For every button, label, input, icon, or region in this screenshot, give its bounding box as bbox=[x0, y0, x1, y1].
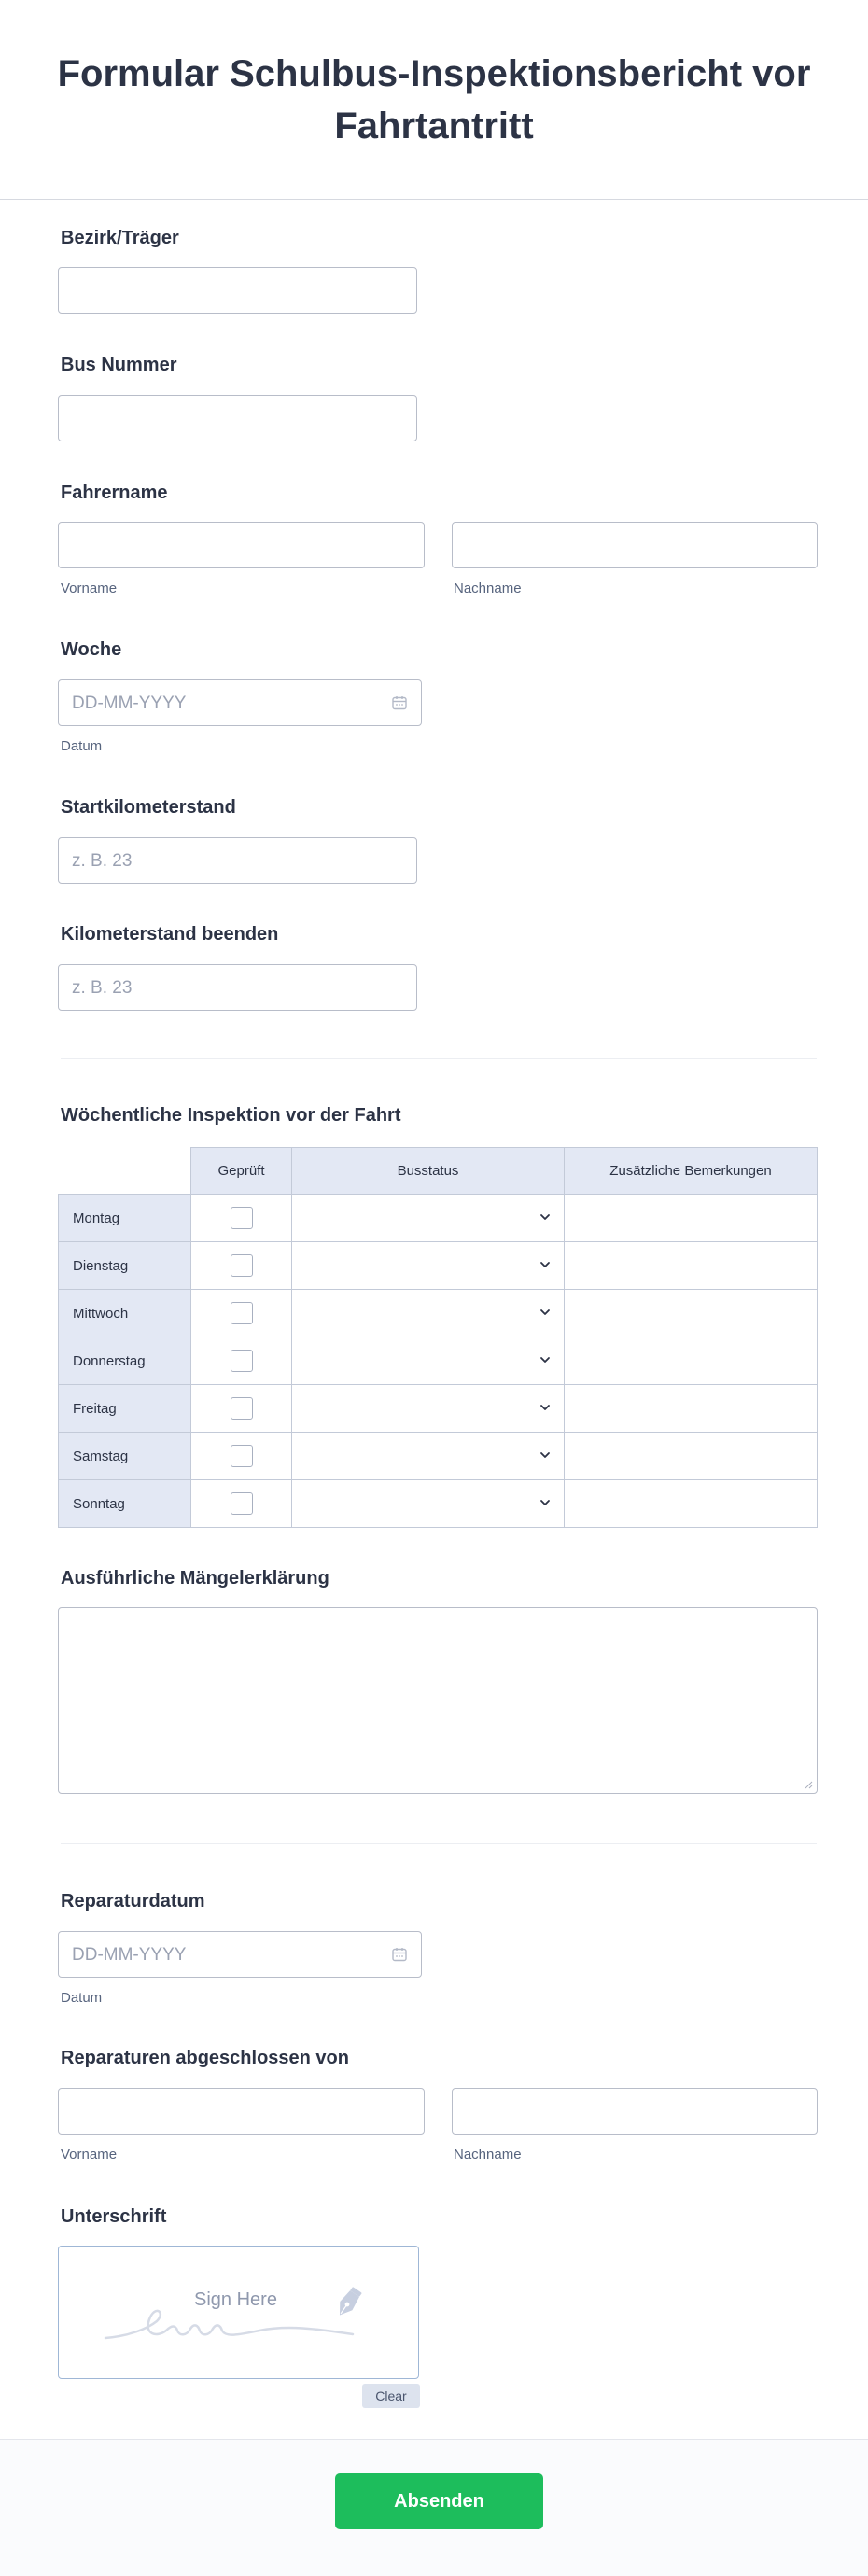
repair-date-label: Reparaturdatum bbox=[61, 1891, 205, 1911]
matrix-row-label: Mittwoch bbox=[59, 1290, 191, 1337]
end-mileage-placeholder: z. B. 23 bbox=[72, 978, 133, 998]
repaired-by-first-name-sublabel: Vorname bbox=[61, 2147, 118, 2163]
checked-checkbox[interactable] bbox=[231, 1445, 253, 1467]
matrix-header-checked: Geprüft bbox=[191, 1148, 292, 1195]
signature-hint: Sign Here bbox=[194, 2289, 277, 2310]
matrix-check-cell bbox=[191, 1195, 292, 1242]
matrix-check-cell bbox=[191, 1337, 292, 1385]
week-date-sublabel: Datum bbox=[61, 738, 103, 754]
bus-status-select[interactable] bbox=[292, 1385, 565, 1433]
matrix-row bbox=[59, 1433, 818, 1480]
remarks-input[interactable] bbox=[565, 1290, 818, 1337]
matrix-row-label: Montag bbox=[59, 1195, 191, 1242]
matrix-check-cell bbox=[191, 1480, 292, 1528]
matrix-header-remarks: Zusätzliche Bemerkungen bbox=[565, 1148, 818, 1195]
repaired-by-label: Reparaturen abgeschlossen von bbox=[61, 2048, 349, 2068]
end-mileage-label: Kilometerstand beenden bbox=[61, 924, 279, 945]
resize-handle-icon[interactable] bbox=[804, 1780, 813, 1789]
checked-checkbox[interactable] bbox=[231, 1207, 253, 1229]
remarks-input[interactable] bbox=[565, 1433, 818, 1480]
matrix-check-cell bbox=[191, 1242, 292, 1290]
chevron-down-icon[interactable] bbox=[539, 1211, 551, 1223]
checked-checkbox[interactable] bbox=[231, 1302, 253, 1324]
matrix-check-cell bbox=[191, 1290, 292, 1337]
section-divider bbox=[61, 1058, 817, 1059]
chevron-down-icon[interactable] bbox=[539, 1307, 551, 1318]
matrix-row-label: Sonntag bbox=[59, 1480, 191, 1528]
bus-status-select[interactable] bbox=[292, 1242, 565, 1290]
section-divider-2 bbox=[61, 1843, 817, 1844]
defects-textarea[interactable] bbox=[58, 1607, 818, 1794]
repaired-by-last-name-input[interactable] bbox=[452, 2088, 818, 2135]
driver-last-name-input[interactable] bbox=[452, 522, 818, 568]
signature-clear-button[interactable]: Clear bbox=[362, 2384, 420, 2408]
repair-date-sublabel: Datum bbox=[61, 1990, 103, 2006]
start-mileage-label: Startkilometerstand bbox=[61, 797, 236, 818]
repair-date-input[interactable] bbox=[58, 1931, 422, 1978]
chevron-down-icon[interactable] bbox=[539, 1497, 551, 1508]
bus-status-select[interactable] bbox=[292, 1480, 565, 1528]
submit-button[interactable]: Absenden bbox=[335, 2473, 543, 2529]
driver-first-name-input[interactable] bbox=[58, 522, 425, 568]
matrix-row bbox=[59, 1337, 818, 1385]
form-header bbox=[0, 0, 868, 200]
inspection-matrix bbox=[58, 1147, 818, 1528]
repaired-by-last-name-sublabel: Nachname bbox=[454, 2147, 522, 2163]
remarks-input[interactable] bbox=[565, 1242, 818, 1290]
bus-number-input[interactable] bbox=[58, 395, 417, 441]
chevron-down-icon[interactable] bbox=[539, 1402, 551, 1413]
bus-status-select[interactable] bbox=[292, 1337, 565, 1385]
week-label: Woche bbox=[61, 639, 122, 660]
bus-status-select[interactable] bbox=[292, 1433, 565, 1480]
matrix-row bbox=[59, 1385, 818, 1433]
matrix-header-status: Busstatus bbox=[292, 1148, 565, 1195]
calendar-icon[interactable] bbox=[391, 1946, 408, 1963]
remarks-input[interactable] bbox=[565, 1195, 818, 1242]
matrix-row-label: Freitag bbox=[59, 1385, 191, 1433]
repaired-by-first-name-input[interactable] bbox=[58, 2088, 425, 2135]
matrix-row-label: Samstag bbox=[59, 1433, 191, 1480]
remarks-input[interactable] bbox=[565, 1337, 818, 1385]
matrix-check-cell bbox=[191, 1433, 292, 1480]
start-mileage-input[interactable] bbox=[58, 837, 417, 884]
inspection-label: Wöchentliche Inspektion vor der Fahrt bbox=[61, 1105, 401, 1126]
calendar-icon[interactable] bbox=[391, 694, 408, 711]
district-input[interactable] bbox=[58, 267, 417, 314]
bus-number-label: Bus Nummer bbox=[61, 355, 177, 375]
checked-checkbox[interactable] bbox=[231, 1397, 253, 1420]
matrix-row bbox=[59, 1480, 818, 1528]
form-title: Formular Schulbus-Inspektionsbericht vor Fahrtantritt bbox=[57, 52, 811, 147]
matrix-check-cell bbox=[191, 1385, 292, 1433]
checked-checkbox[interactable] bbox=[231, 1492, 253, 1515]
matrix-row bbox=[59, 1290, 818, 1337]
bus-status-select[interactable] bbox=[292, 1195, 565, 1242]
matrix-corner bbox=[59, 1148, 191, 1195]
signature-label: Unterschrift bbox=[61, 2206, 167, 2227]
driver-last-name-sublabel: Nachname bbox=[454, 581, 522, 596]
matrix-row bbox=[59, 1242, 818, 1290]
pen-icon bbox=[327, 2284, 368, 2325]
signature-pad[interactable] bbox=[58, 2246, 419, 2379]
chevron-down-icon[interactable] bbox=[539, 1354, 551, 1365]
remarks-input[interactable] bbox=[565, 1385, 818, 1433]
chevron-down-icon[interactable] bbox=[539, 1449, 551, 1461]
week-date-placeholder: DD-MM-YYYY bbox=[72, 693, 187, 713]
chevron-down-icon[interactable] bbox=[539, 1259, 551, 1270]
matrix-row-label: Dienstag bbox=[59, 1242, 191, 1290]
repair-date-placeholder: DD-MM-YYYY bbox=[72, 1945, 187, 1965]
end-mileage-input[interactable] bbox=[58, 964, 417, 1011]
matrix-row-label: Donnerstag bbox=[59, 1337, 191, 1385]
checked-checkbox[interactable] bbox=[231, 1254, 253, 1277]
start-mileage-placeholder: z. B. 23 bbox=[72, 851, 133, 871]
defects-label: Ausführliche Mängelerklärung bbox=[61, 1568, 329, 1589]
matrix-row bbox=[59, 1195, 818, 1242]
driver-name-label: Fahrername bbox=[61, 483, 168, 503]
week-date-input[interactable] bbox=[58, 679, 422, 726]
bus-status-select[interactable] bbox=[292, 1290, 565, 1337]
checked-checkbox[interactable] bbox=[231, 1350, 253, 1372]
driver-first-name-sublabel: Vorname bbox=[61, 581, 118, 596]
district-label: Bezirk/Träger bbox=[61, 228, 179, 248]
remarks-input[interactable] bbox=[565, 1480, 818, 1528]
